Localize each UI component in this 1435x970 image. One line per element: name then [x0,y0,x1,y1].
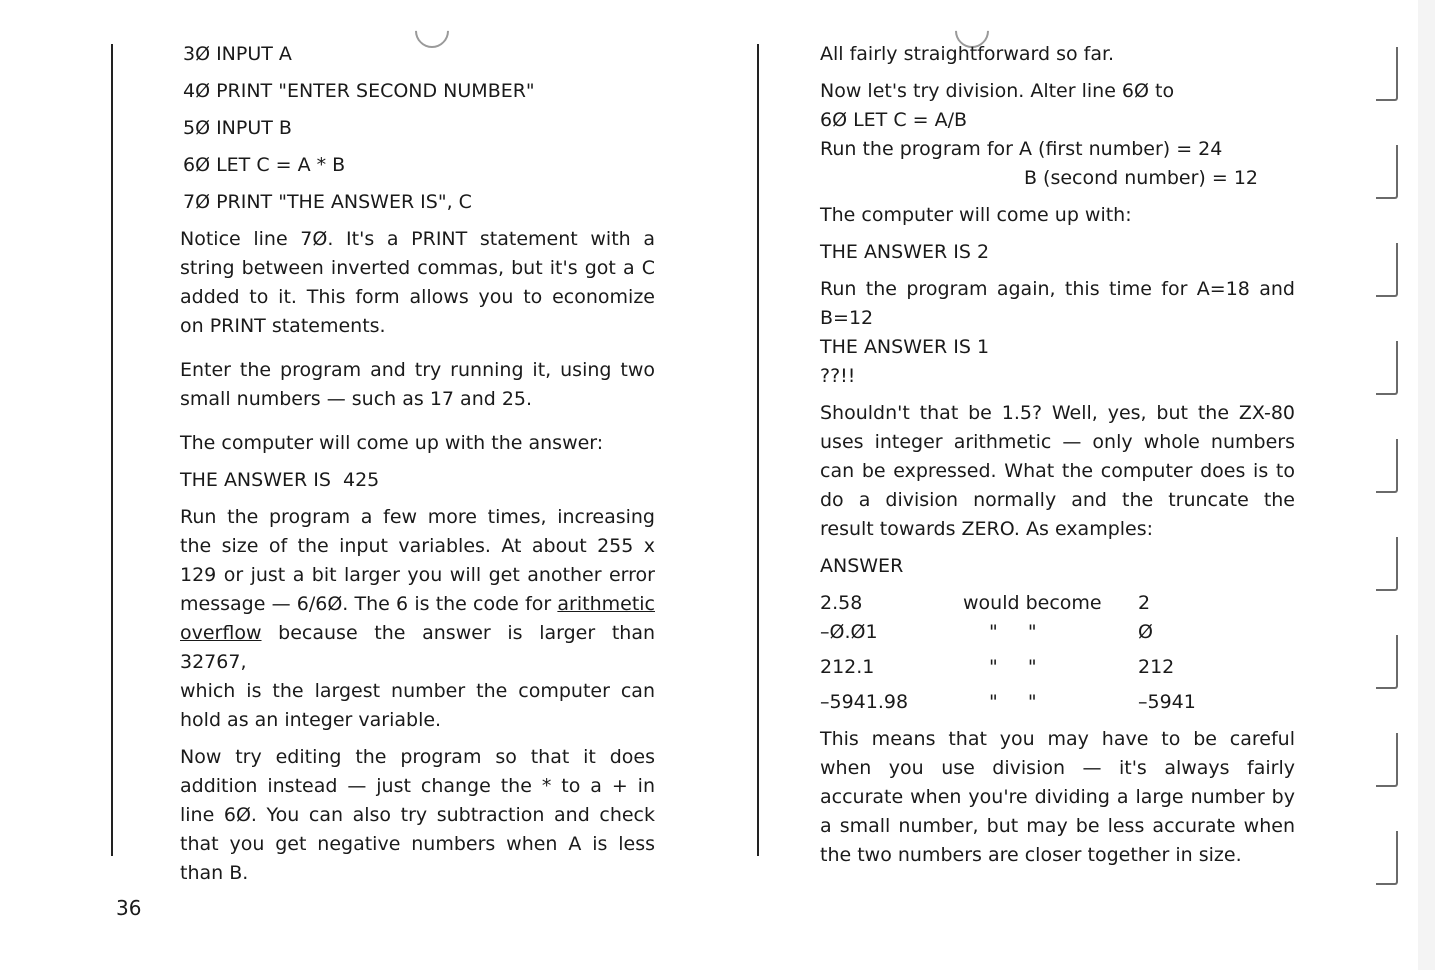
paragraph-careful [820,725,1295,870]
answer-header: ANSWER [820,555,904,577]
code-line: 3Ø INPUT A [183,43,292,65]
example-value: –Ø.Ø1 [820,621,878,643]
text-line: B=12 [820,307,874,329]
index-tab [1376,243,1398,297]
text-line: result towards ZERO. As examples: [820,518,1154,540]
text-line: hold as an integer variable. [180,709,442,731]
text-line: Shouldn't that be 1.5? Well, yes, but the ZX-80 [820,402,1295,424]
text-line: that you get negative numbers when A is less [180,833,655,855]
text-line: when you use division — it's always fairly [820,757,1295,779]
text-line: the size of the input variables. At about 255 x [180,535,655,557]
answer-output: THE ANSWER IS 425 [180,469,380,491]
text-line: addition instead — just change the * to a + in [180,775,655,797]
text-line: 129 or just a bit larger you will get another error [180,564,655,586]
examples-table [820,589,1295,717]
code-line: 7Ø PRINT "THE ANSWER IS", C [183,191,472,213]
text-line: Now let's try division. Alter line 6Ø to [820,80,1175,102]
example-result: –5941 [1138,691,1196,713]
left-margin-rule [111,44,113,856]
index-tab [1376,733,1398,787]
index-tab [1376,145,1398,199]
index-tab [1376,831,1398,885]
text-line: accurate when you're dividing a large number by [820,786,1295,808]
example-phrase: " " [989,656,1037,678]
text-line: added to it. This form allows you to economize [180,286,655,308]
answer-output: THE ANSWER IS 2 [820,241,990,263]
text-line: ??!! [820,365,856,387]
code-line: 6Ø LET C = A * B [183,154,346,176]
example-row [820,688,1295,717]
example-result: Ø [1138,621,1153,643]
text-line: Enter the program and try running it, using two [180,359,655,381]
underlined-term: arithmetic [557,593,655,615]
index-tab [1376,635,1398,689]
text-line [180,590,655,619]
center-margin-rule [757,44,759,856]
example-row [820,618,1295,647]
left-column [180,40,655,888]
example-row [820,653,1295,682]
index-tab [1376,47,1398,101]
example-value: 2.58 [820,592,863,614]
example-phrase: would become [963,592,1102,614]
example-result: 212 [1138,656,1175,678]
text-line: the two numbers are closer together in size. [820,844,1242,866]
text-line: Run the program for A (first number) = 24 [820,138,1223,160]
text-line: The computer will come up with the answer: [180,432,604,454]
text-line: Notice line 7Ø. It's a PRINT statement with a [180,228,655,250]
index-tab [1376,537,1398,591]
index-tab [1376,341,1398,395]
underlined-term: overflow [180,622,262,644]
index-tab [1376,439,1398,493]
example-value: 212.1 [820,656,875,678]
text-line: The computer will come up with: [820,204,1132,226]
text-line: All fairly straightforward so far. [820,43,1115,65]
paragraph-run [180,503,655,735]
code-line: 4Ø PRINT "ENTER SECOND NUMBER" [183,80,535,102]
text-line: do a division normally and the truncate the [820,489,1295,511]
text-line: Run the program again, this time for A=18 and [820,278,1295,300]
page-number: 36 [116,896,142,920]
code-line: 5Ø INPUT B [183,117,292,139]
text-line: line 6Ø. You can also try subtraction and check [180,804,655,826]
code-line: 6Ø LET C = A/B [820,109,968,131]
answer-output: THE ANSWER IS 1 [820,336,990,358]
text-line: small numbers — such as 17 and 25. [180,388,533,410]
text-line: string between inverted commas, but it's got a C [180,257,655,279]
text-line: than B. [180,862,249,884]
example-value: –5941.98 [820,691,909,713]
text-line: uses integer arithmetic — only whole numbers [820,431,1295,453]
text-line: B (second number) = 12 [1023,167,1258,189]
paragraph-notice [180,225,655,341]
text-line: This means that you may have to be careful [820,728,1295,750]
text-line [180,619,655,677]
text-line: a small number, but may be less accurate when [820,815,1295,837]
paragraph-enter [180,356,655,414]
paragraph-integer [820,399,1295,544]
page-edge [1418,0,1435,970]
example-row [820,589,1295,618]
text-line: which is the largest number the computer can [180,680,655,702]
right-column [820,40,1295,870]
text-line: can be expressed. What the computer does is to [820,460,1295,482]
paragraph-edit [180,743,655,888]
text-span: because the answer is larger than 32767, [180,622,655,673]
text-span: message — 6/6Ø. The 6 is the code for [180,593,558,615]
text-line: Run the program a few more times, increasing [180,506,655,528]
example-phrase: " " [989,691,1037,713]
text-line: Now try editing the program so that it does [180,746,655,768]
example-phrase: " " [989,621,1037,643]
text-line: on PRINT statements. [180,315,386,337]
example-result: 2 [1138,592,1151,614]
